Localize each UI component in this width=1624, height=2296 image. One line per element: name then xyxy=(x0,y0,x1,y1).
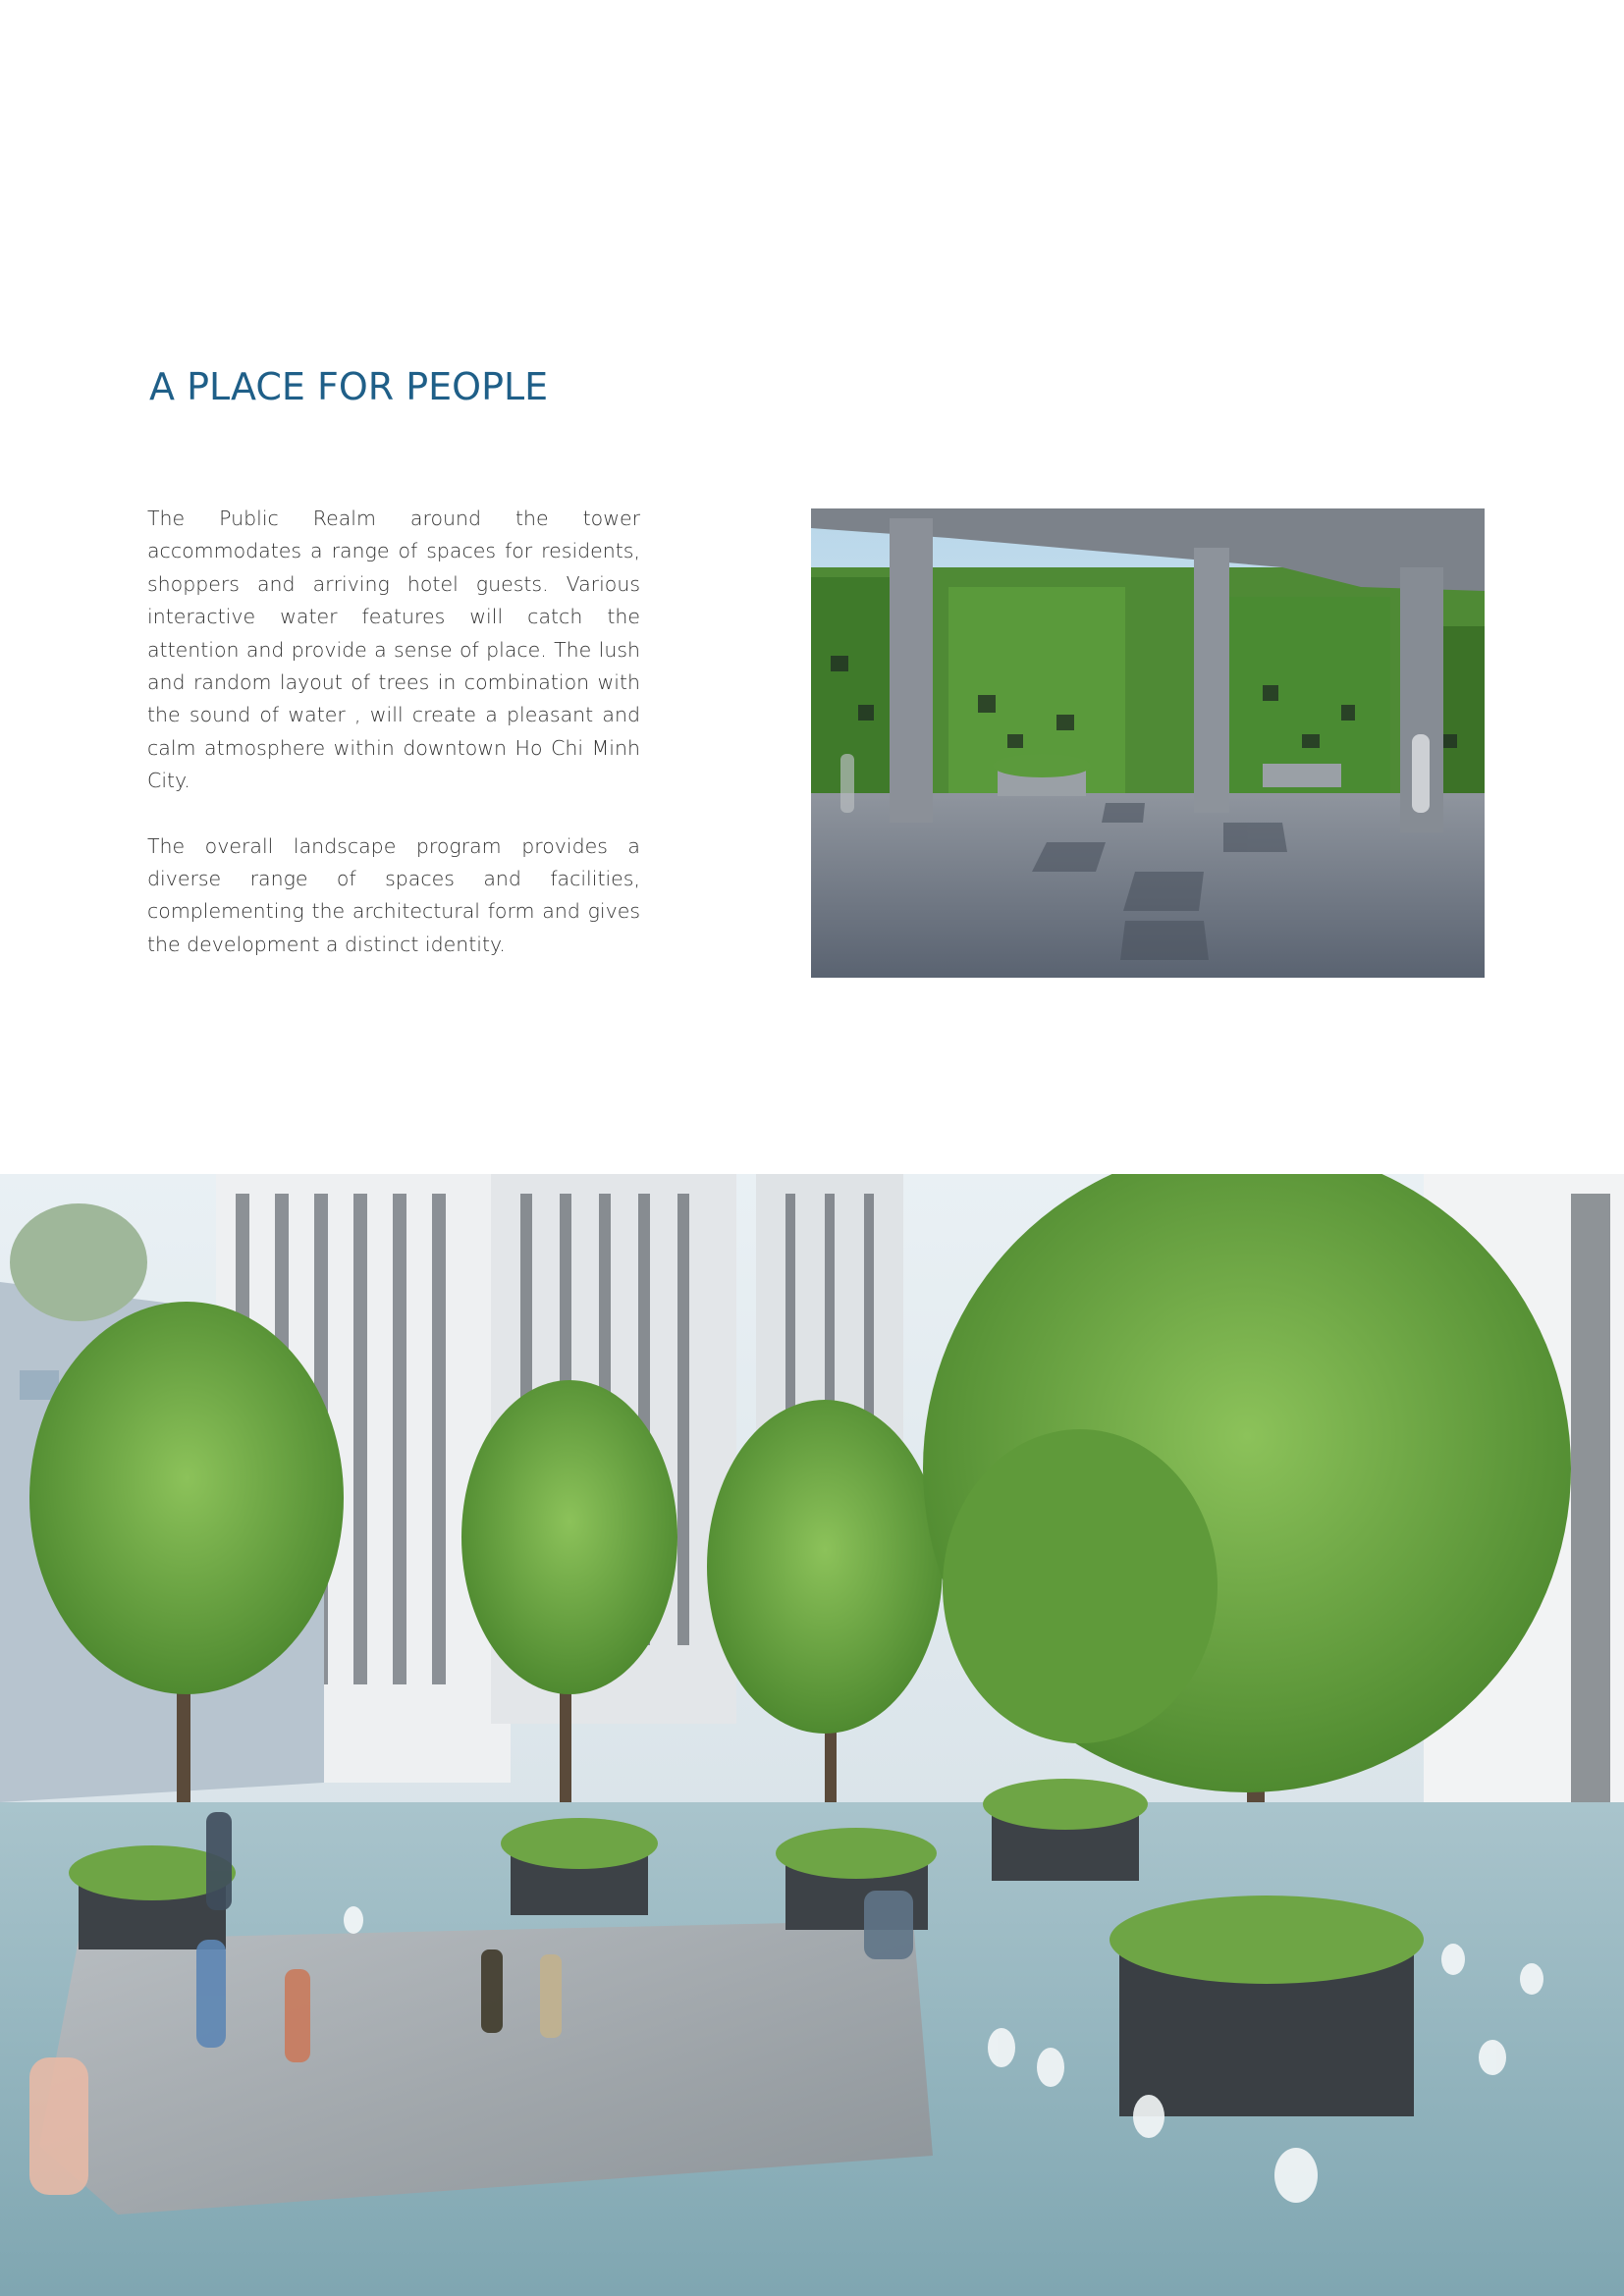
plaza-canopy-illustration xyxy=(811,508,1485,978)
water-plaza-image xyxy=(0,1174,1624,2296)
plaza-canopy-image xyxy=(811,508,1485,978)
water-plaza-illustration xyxy=(0,1174,1624,2296)
body-text xyxy=(147,503,640,961)
program-paragraph: The overall landscape program provides a diverse range of spaces and facilities, complementing the architectural form and gives the development a distinct identity. xyxy=(147,833,640,956)
page-title: A PLACE FOR PEOPLE xyxy=(149,365,549,408)
intro-paragraph: The Public Realm around the tower accommodates a range of spaces for residents, shoppers and arriving hotel guests. Various interactive water features will catch the attention and provide a sense of place. The lush and random layout of trees in combination with the sound of water , will create a pleasant and calm atmosphere within downtown Ho Chi Minh City. xyxy=(147,507,640,793)
